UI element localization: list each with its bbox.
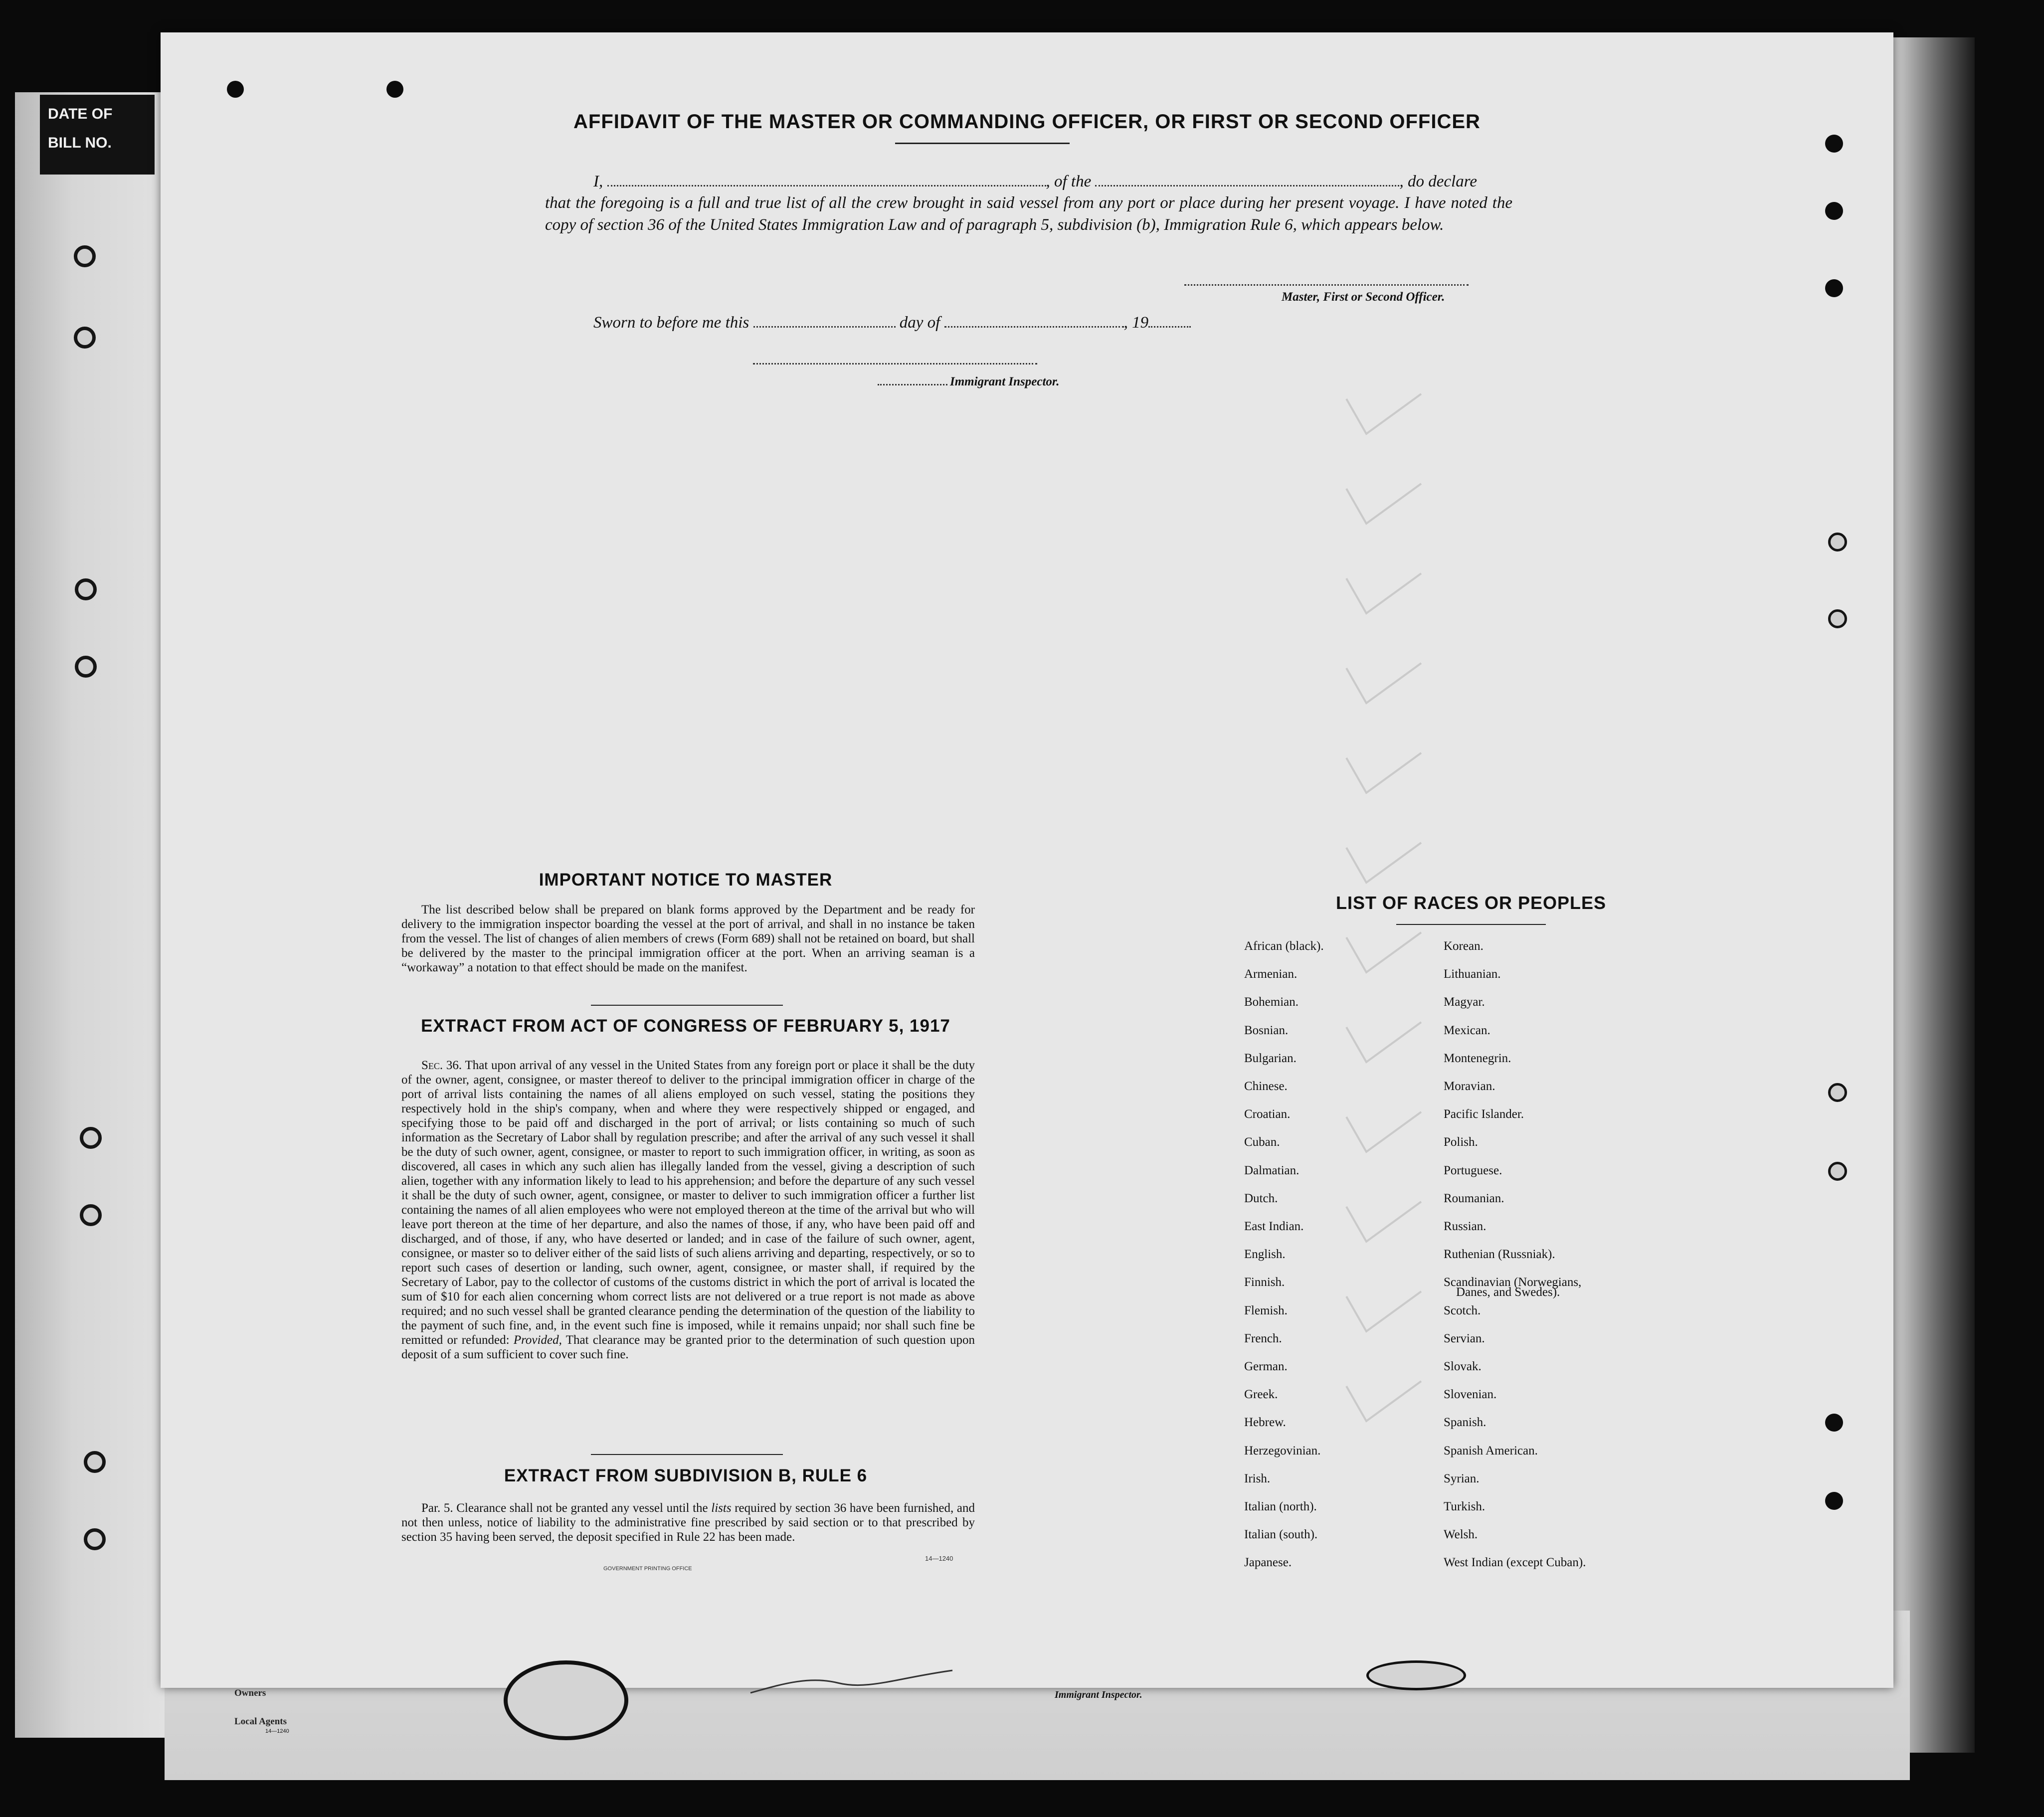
binder-hole	[84, 1451, 106, 1473]
act-text	[401, 1058, 975, 1362]
punch-hole	[1825, 1414, 1843, 1432]
race-item: West Indian (except Cuban).	[1444, 1556, 1586, 1570]
race-item: Mexican.	[1444, 1023, 1490, 1037]
race-item: Magyar.	[1444, 995, 1485, 1009]
title-rule	[895, 143, 1070, 144]
punch-hole	[1825, 1492, 1843, 1510]
binder-hole	[74, 245, 96, 267]
rule-text-b: required by section 36 have been furnished, and not then unless, notice of liability to the administrative fine prescribed by said section or to that prescribed by section 35 having been served, the deposit specified in Rule 22 has been made.	[401, 1501, 975, 1544]
punch-hole	[1825, 279, 1843, 297]
ghost-marks	[1336, 389, 1436, 1611]
race-item: Italian (south).	[1244, 1528, 1318, 1542]
race-item: Lithuanian.	[1444, 967, 1501, 981]
month-blank	[944, 313, 1124, 328]
race-item: East Indian.	[1244, 1220, 1304, 1233]
punch-hole	[1825, 202, 1843, 220]
handwritten-signature	[748, 1665, 957, 1700]
sworn-day-label: day of	[899, 314, 940, 332]
race-item: Servian.	[1444, 1331, 1485, 1345]
binder-hole	[74, 327, 96, 349]
race-item: Croatian.	[1244, 1107, 1291, 1121]
race-item: Spanish American.	[1444, 1444, 1538, 1457]
race-item: Russian.	[1444, 1220, 1487, 1233]
section-rule	[591, 1454, 783, 1455]
race-item: Korean.	[1444, 939, 1484, 953]
race-item: Portuguese.	[1444, 1163, 1502, 1177]
binder-hole	[80, 1204, 102, 1226]
name-blank	[607, 172, 1046, 186]
races-title: LIST OF RACES OR PEOPLES	[1335, 893, 1607, 913]
act-body: That upon arrival of any vessel in the United States from any foreign port or place it shall be the duty of the owner, agent, consignee, or master thereof to deliver to the principal immigration officer in charge of the port of arrival lists containing the names of all aliens employed on such vessel, stating the positions they respectively hold in the ship's company, when and where they were respectively shipped or engaged, and specifying those to be paid off and discharged in the port of arrival; or lists containing so much of such information as the Secretary of Labor shall by regulation prescribe; and after the arrival of any such vessel it shall be the duty of such owner, agent, consignee, or master to report to such immigration officer, in writing, as soon as discovered, all cases in which any such alien has illegally landed from the vessel, giving a description of such alien, together with any information likely to lead to his apprehension; and before the departure of any such vessel it shall be the duty of such owner, agent, consignee, or master to deliver to such immigration officer a further list containing the names of all alien employees who were not employed thereon at the time of the arrival but who will leave port thereon at the time of her departure, and also the names of those, if any, who have been paid off and discharged, and of those, if any, who have deserted or landed; and in case of the failure of such owner, agent, consignee, or master so to deliver either of the said lists of such aliens arriving and departing, respectively, or so to report such cases of desertion or landing, such owner, agent, consignee, or master shall, if required by the Secretary of Labor, pay to the collector of customs of the customs district in which the port of arrival is located the sum of $10 for each alien concerning whom correct lists are not delivered or a true report is not made as above required; and no such vessel shall be granted clearance pending the determination of the question of the liability to the payment of such fine, and, in the event such fine is imposed, while it remains unpaid; nor shall such fine be remitted or refunded:	[401, 1059, 975, 1347]
rule-text-lists: lists	[711, 1501, 732, 1515]
sworn-prefix: Sworn to before me this	[593, 314, 749, 332]
race-item: Irish.	[1244, 1471, 1271, 1485]
race-item: Scotch.	[1444, 1303, 1481, 1317]
year-blank	[1148, 313, 1191, 328]
declaration-line	[593, 172, 1477, 191]
race-item: Cuban.	[1244, 1135, 1280, 1149]
declaration-prefix: I,	[593, 173, 603, 190]
document-page	[161, 32, 1893, 1688]
inspector-label: Immigrant Inspector.	[950, 375, 1060, 388]
race-item: Slovenian.	[1444, 1388, 1497, 1402]
race-item: Syrian.	[1444, 1471, 1480, 1485]
act-section-label: Sec. 36.	[421, 1059, 462, 1072]
strip-inspector-label: Immigrant Inspector.	[1055, 1689, 1142, 1700]
punch-hole	[227, 81, 244, 98]
race-item: Finnish.	[1244, 1275, 1285, 1289]
ship-blank	[1095, 172, 1399, 186]
punch-hole	[1825, 135, 1843, 153]
notice-text: The list described below shall be prepared on blank forms approved by the Department and be ready for delivery to the immigration inspector boarding the vessel at the port of arrival, and shall in no instance be taken from the vessel. The list of changes of alien members of crews (Form 689) shall not be retained on board, but shall be delivered by the master to the principal immigration officer at the port. When an arriving seaman is a “workaway” a notation to that effect should be made on the manifest.	[401, 903, 975, 974]
race-item: Bosnian.	[1244, 1023, 1289, 1037]
race-item: African (black).	[1244, 939, 1324, 953]
bill-number-tag	[40, 95, 155, 175]
race-item: Turkish.	[1444, 1500, 1486, 1513]
race-item: Roumanian.	[1444, 1191, 1504, 1205]
race-item: Hebrew.	[1244, 1416, 1286, 1430]
race-item: Moravian.	[1444, 1080, 1495, 1093]
binder-hole	[80, 1127, 102, 1149]
act-provided: Provided,	[513, 1333, 562, 1347]
race-item: Herzegovinian.	[1244, 1444, 1321, 1457]
race-item: French.	[1244, 1331, 1282, 1345]
declaration-suffix: , do declare	[1399, 173, 1477, 190]
declaration-paragraph: that the foregoing is a full and true list of all the crew brought in said vessel from any port or place during her present voyage. I have noted the copy of section 36 of the United States Immigration Law and of paragraph 5, subdivision (b), Immigration Rule 6, which appears below.	[545, 194, 1512, 234]
race-item: Dutch.	[1244, 1191, 1278, 1205]
race-item: Armenian.	[1244, 967, 1298, 981]
act-title: EXTRACT FROM ACT OF CONGRESS OF FEBRUARY 5, 1917	[421, 1016, 950, 1036]
punch-hole	[1828, 1162, 1847, 1181]
rule-title: EXTRACT FROM SUBDIVISION B, RULE 6	[504, 1466, 868, 1485]
race-item: Danes, and Swedes).	[1456, 1285, 1560, 1299]
race-item: Montenegrin.	[1444, 1051, 1511, 1065]
act-body-end: That clearance may be granted prior to the determination of such question upon deposit of a sum sufficient to cover such fine.	[401, 1333, 975, 1361]
printer-mark: GOVERNMENT PRINTING OFFICE	[603, 1566, 692, 1572]
sworn-year-label: , 19	[1123, 314, 1149, 332]
punch-hole	[386, 81, 403, 98]
form-number: 14—1240	[925, 1555, 953, 1562]
race-item: German.	[1244, 1360, 1288, 1373]
rule-text-a: Par. 5. Clearance shall not be granted any vessel until the	[421, 1501, 708, 1515]
punch-hole	[1828, 533, 1847, 551]
race-item: Ruthenian (Russniak).	[1444, 1248, 1555, 1262]
race-item: Italian (north).	[1244, 1500, 1317, 1513]
agents-label: Local Agents	[234, 1716, 287, 1727]
race-item: Scandinavian (Norwegians,	[1444, 1275, 1582, 1289]
rule-text	[401, 1501, 975, 1544]
race-item: Flemish.	[1244, 1303, 1288, 1317]
race-item: Pacific Islander.	[1444, 1107, 1524, 1121]
binder-hole	[75, 656, 97, 678]
races-rule	[1396, 924, 1546, 925]
inspector-line	[753, 363, 1037, 364]
race-item: Polish.	[1444, 1135, 1478, 1149]
affidavit-title: AFFIDAVIT OF THE MASTER OR COMMANDING OFFICER, OR FIRST OR SECOND OFFICER	[573, 111, 1481, 133]
section-rule	[591, 1005, 783, 1006]
official-seal	[504, 1660, 628, 1740]
left-edge-pages	[15, 92, 180, 1738]
race-item: Spanish.	[1444, 1416, 1487, 1430]
race-item: Greek.	[1244, 1388, 1278, 1402]
race-item: Slovak.	[1444, 1360, 1482, 1373]
notice-title: IMPORTANT NOTICE TO MASTER	[539, 870, 833, 890]
race-item: Bohemian.	[1244, 995, 1299, 1009]
tag-line-1: DATE OF	[48, 106, 113, 122]
punch-hole	[1828, 609, 1847, 628]
binder-hole	[84, 1528, 106, 1550]
owners-label: Owners	[234, 1688, 266, 1698]
inspector-line-short	[878, 384, 947, 385]
race-item: English.	[1244, 1248, 1286, 1262]
race-item: Japanese.	[1244, 1556, 1292, 1570]
tag-line-2: BILL NO.	[48, 135, 112, 151]
declaration-middle: , of the	[1046, 173, 1092, 190]
binder-hole	[75, 578, 97, 600]
partial-seal	[1366, 1660, 1466, 1690]
signature-line	[1184, 284, 1469, 286]
race-item: Bulgarian.	[1244, 1051, 1297, 1065]
race-item: Chinese.	[1244, 1080, 1288, 1093]
day-blank	[753, 313, 896, 328]
race-item: Dalmatian.	[1244, 1163, 1300, 1177]
signature-label: Master, First or Second Officer.	[1282, 290, 1445, 304]
punch-hole	[1828, 1083, 1847, 1102]
sworn-line	[593, 313, 1191, 332]
race-item: Welsh.	[1444, 1528, 1478, 1542]
agents-form-number: 14—1240	[265, 1728, 289, 1734]
